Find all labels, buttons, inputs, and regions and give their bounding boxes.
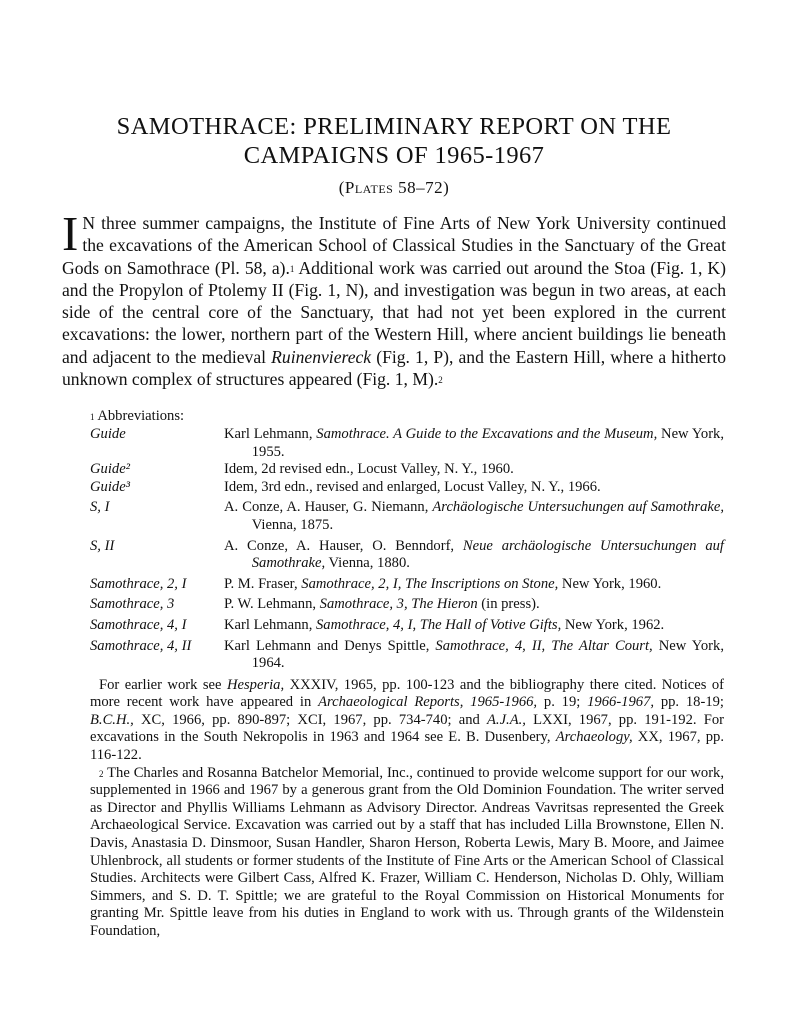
footnote-1-continuation: For earlier work see Hesperia, XXXIV, 1965, pp. 100-123 and the bibliography there cited. Notices of more recent work have appeared in Archaeological Reports, 1965-1966, p. 19; 1966-1967, pp. 18-19; B.C.H., XC, 1966, pp. 890-897; XCI, 1967, pp. 734-740; and A.J.A., LXXI, 1967, pp. 191-192. For excavations in the South Nekropolis in 1963 and 1964 see E. B. Dusenbery, Archaeology, XX, 1967, pp. 116-122. (90, 676, 724, 764)
abbreviation-key: Samothrace, 4, I (90, 616, 187, 633)
abbreviation-row (90, 426, 724, 461)
abbreviation-row (90, 496, 724, 534)
abbreviation-value: A. Conze, A. Hauser, O. Benndorf, Neue archäologische Untersuchungen auf Samothrake, Vienna, 1880. (224, 537, 724, 572)
abbreviation-value: Karl Lehmann and Denys Spittle, Samothrace, 4, II, The Altar Court, New York, 1964. (224, 637, 724, 672)
plates-reference: (Plates 58–72) (338, 178, 450, 197)
footnote-1 (90, 408, 726, 672)
abbreviation-key: Guide² (90, 461, 131, 478)
footnote-2-text: The Charles and Rosanna Batchelor Memorial, Inc., continued to provide welcome support for our work, supplemented in 1966 and 1967 by a generous grant from the Old Dominion Foundation. The writer served as Director and Phyllis Williams Lehmann as Advisory Director. Andreas Vavritsas represented the Greek Archaeological Service. Excavation was carried out by a staff that has included Lilla Brownstone, Ellen N. Davis, Anastasia D. Dinsmoor, Susan Handler, Sharon Herson, Roberta Lewis, Mary B. Moore, and Jaimee Uhlenbrock, all students or former students of the Institute of Fine Arts or the American School of Classical Studies. Architects were Gilbert Cass, Alfred K. Frazer, William C. Henderson, Nicholas D. Ohly, William Simmers, and S. D. T. Spittle; we are grateful to the Royal Commission on Historical Monuments for granting Mr. Spittle leave from his duties in England to work with us. Through grants of the Wildenstein Foundation, (90, 764, 724, 939)
abbreviation-value: Idem, 3rd edn., revised and enlarged, Locust Valley, N. Y., 1966. (224, 478, 601, 495)
page (62, 0, 726, 941)
abbreviation-value: Karl Lehmann, Samothrace, 4, I, The Hall of Votive Gifts, New York, 1962. (224, 616, 665, 633)
drop-cap: I (62, 206, 79, 261)
abbreviation-key: Guide (90, 425, 126, 442)
abbreviation-value: Idem, 2d revised edn., Locust Valley, N. Y., 1960. (224, 461, 514, 478)
abbreviation-row (90, 573, 724, 594)
footnote-ref-2[interactable]: 2 (438, 375, 443, 386)
intro-paragraph (62, 206, 726, 390)
abbreviation-key: Guide³ (90, 478, 131, 495)
abbreviation-row (90, 535, 724, 573)
abbreviation-row (90, 479, 724, 497)
abbreviation-key: S, II (90, 537, 115, 554)
plates-text: Plates 58–72 (344, 178, 444, 197)
abbreviations-heading: $^1$ Abbreviations: (90, 408, 185, 425)
footnote-2 (90, 765, 724, 941)
title-line-2: CAMPAIGNS OF 1965-1967 (243, 142, 545, 169)
abbreviation-value: P. M. Fraser, Samothrace, 2, I, The Inscriptions on Stone, New York, 1960. (224, 575, 662, 592)
abbreviation-value: P. W. Lehmann, Samothrace, 3, The Hieron (in press). (224, 596, 540, 613)
abbreviation-row (90, 461, 724, 479)
abbreviation-key: S, I (90, 499, 110, 516)
title-line-1: SAMOTHRACE: PRELIMINARY REPORT ON THE (116, 113, 672, 140)
abbreviation-row (90, 614, 724, 635)
article-title (62, 112, 726, 170)
intro-italic: Ruinenviereck (271, 346, 372, 367)
abbreviation-value: Karl Lehmann, Samothrace. A Guide to the Excavations and the Museum, New York, 1955. (224, 425, 725, 460)
footnote-ref-1[interactable]: 1 (289, 263, 295, 274)
intro-text-2: Additional work was carried out around the Stoa (Fig. 1, K) and the Propylon of Ptolemy II (Fig. 1, N), and investigation was begun in two areas, at each side of the central core of the Sanctuary, that had not yet been explored in the current excavations: the lower, northern part of the Western Hill, where ancient buildings lie beneath and adjacent to the medieval (62, 257, 726, 367)
abbreviations-table (90, 426, 724, 673)
intro-text-3: (Fig. 1, P), and the Eastern Hill, where a hitherto unknown complex of structures appeared (Fig. 1, M). (62, 346, 726, 390)
footnote-marker-1: 1 (90, 412, 95, 423)
footnote-marker-2: 2 (99, 768, 104, 779)
abbreviation-row (90, 635, 724, 673)
intro-text-1: N three summer campaigns, the Institute of Fine Arts of New York University continued the excavations of the American School of Classical Studies in the Sanctuary of the Great Gods on Samothrace (Pl. 58, a). (62, 213, 726, 278)
abbreviation-row (90, 593, 724, 614)
abbreviation-value: A. Conze, A. Hauser, G. Niemann, Archäologische Untersuchungen auf Samothrake, Vienna, 1875. (224, 499, 724, 533)
abbreviation-key: Samothrace, 4, II (90, 637, 192, 654)
abbreviation-key: Samothrace, 2, I (90, 575, 187, 592)
abbreviation-key: Samothrace, 3 (90, 596, 175, 613)
